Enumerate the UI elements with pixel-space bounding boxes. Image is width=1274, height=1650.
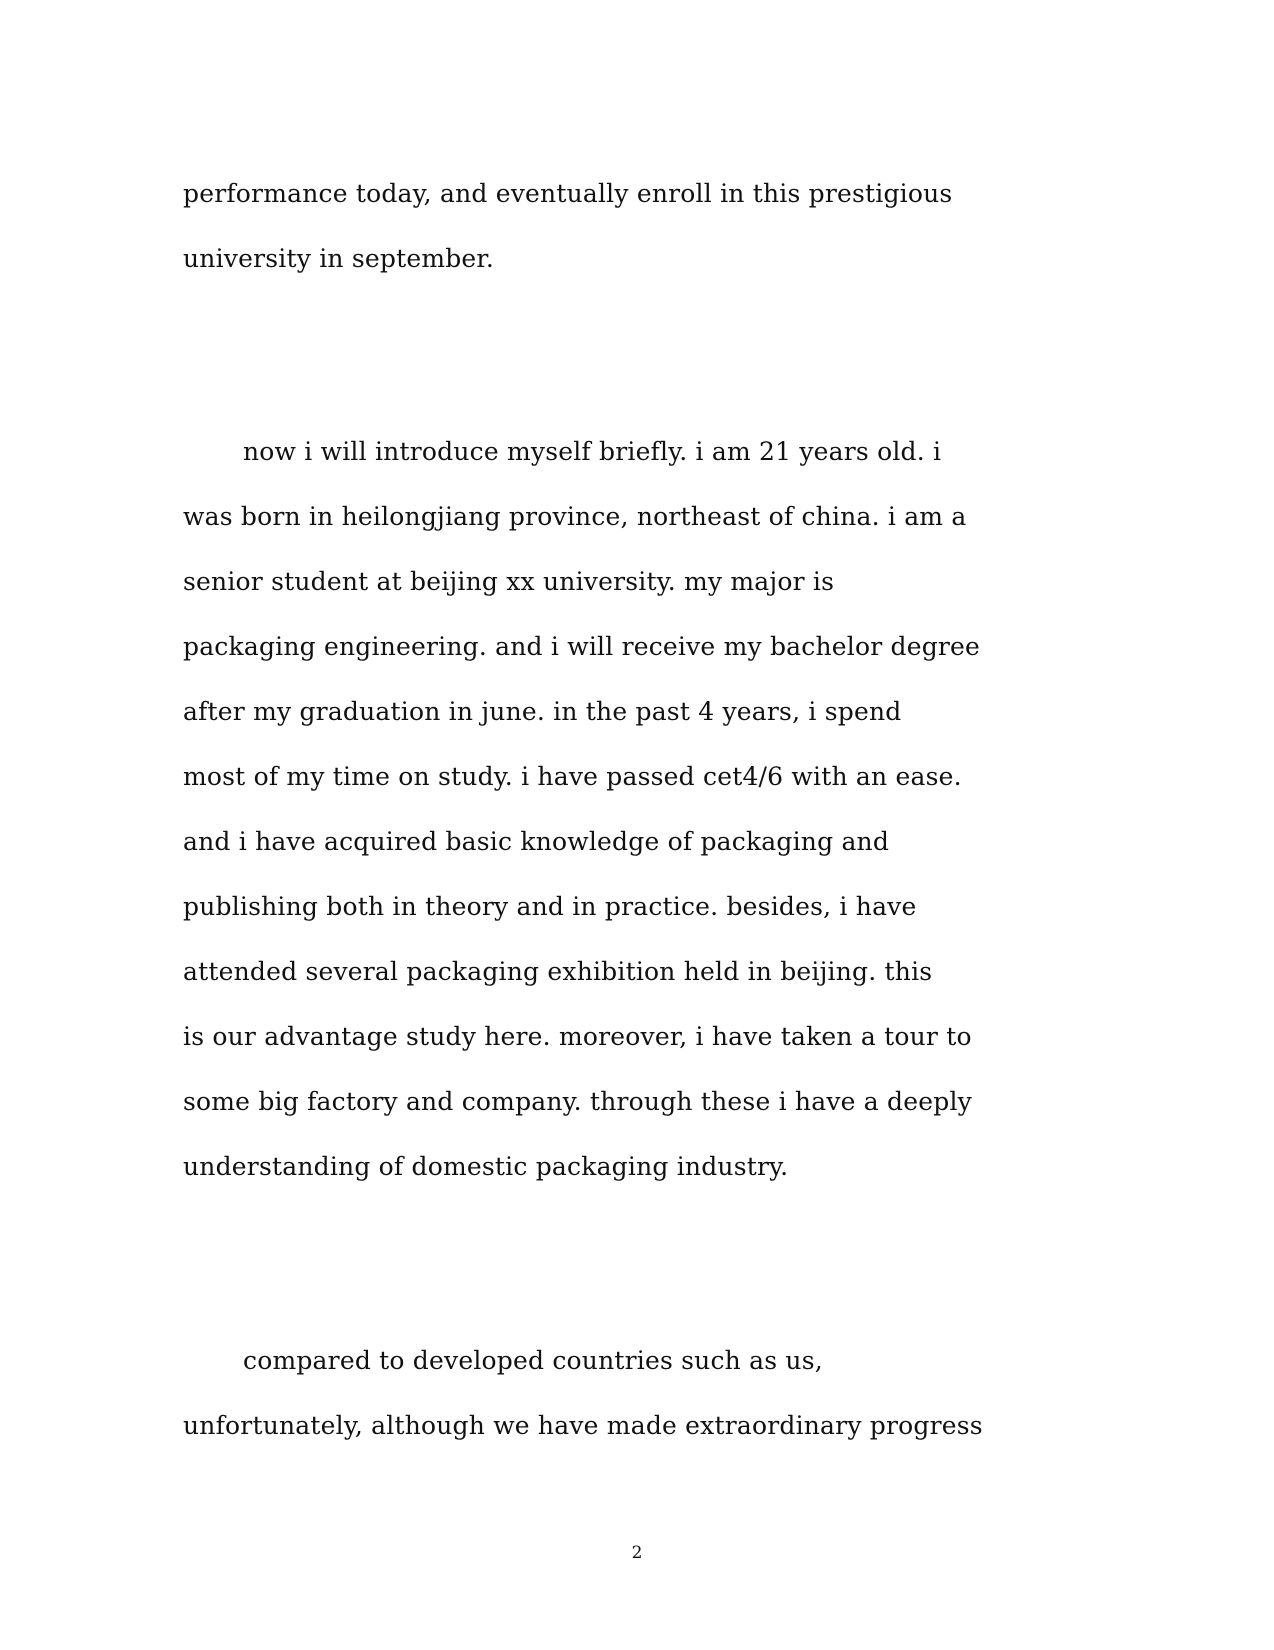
- text-line: compared to developed countries such as us,: [243, 1346, 823, 1375]
- text-line: most of my time on study. i have passed cet4/6 with an ease.: [183, 762, 962, 791]
- text-line: after my graduation in june. in the past 4 years, i spend: [183, 697, 902, 726]
- text-line: understanding of domestic packaging industry.: [183, 1152, 789, 1181]
- text-line: publishing both in theory and in practice. besides, i have: [183, 892, 917, 921]
- text-line: attended several packaging exhibition held in beijing. this: [183, 957, 933, 986]
- text-line: was born in heilongjiang province, northeast of china. i am a: [183, 502, 967, 531]
- text-line: senior student at beijing xx university. my major is: [183, 567, 835, 596]
- page-number: 2: [631, 1543, 643, 1563]
- text-line: university in september.: [183, 244, 494, 273]
- text-line: now i will introduce myself briefly. i am 21 years old. i: [243, 437, 942, 466]
- text-line: and i have acquired basic knowledge of packaging and: [183, 827, 890, 856]
- text-line: some big factory and company. through these i have a deeply: [183, 1087, 972, 1116]
- text-line: packaging engineering. and i will receive my bachelor degree: [183, 632, 981, 661]
- text-line: is our advantage study here. moreover, i have taken a tour to: [183, 1022, 972, 1051]
- text-line: performance today, and eventually enroll in this prestigious: [183, 179, 953, 208]
- text-line: unfortunately, although we have made extraordinary progress: [183, 1411, 983, 1440]
